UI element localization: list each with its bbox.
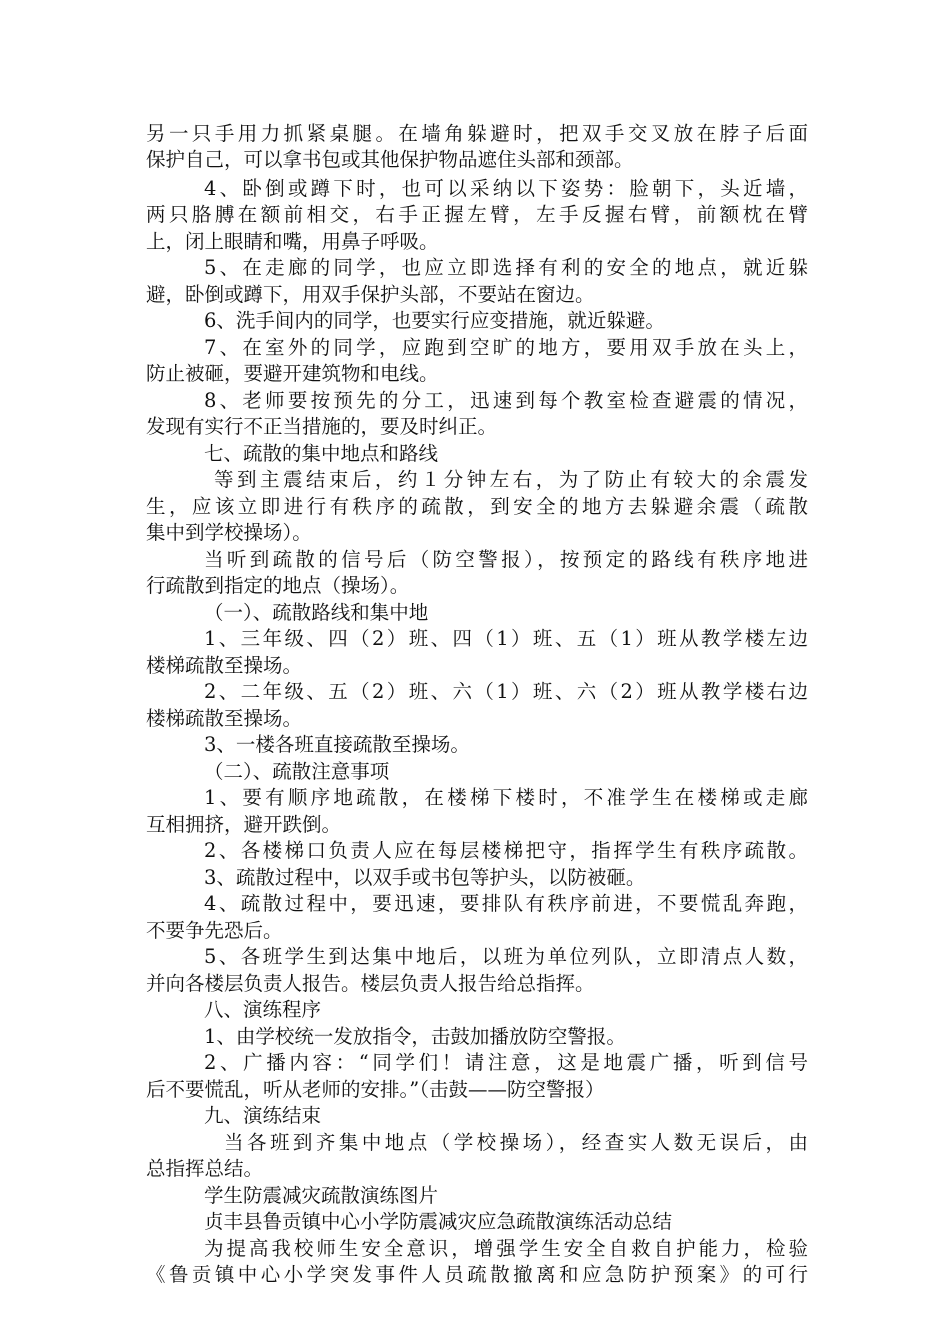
text-line: 上，闭上眼睛和嘴，用鼻子呼吸。 bbox=[146, 230, 439, 253]
text-line: 发现有实行不正当措施的，要及时纠正。 bbox=[146, 415, 498, 438]
document-subtitle: 贞丰县鲁贡镇中心小学防震减灾应急疏散演练活动总结 bbox=[204, 1210, 673, 1233]
text-line: 为提高我校师生安全意识，增强学生安全自救自护能力，检验 bbox=[204, 1237, 808, 1260]
text-line: 2、各楼梯口负责人应在每层楼梯把守，指挥学生有秩序疏散。 bbox=[204, 839, 808, 862]
text-line: 楼梯疏散至操场。 bbox=[146, 707, 303, 730]
text-line: 互相拥挤，避开跌倒。 bbox=[146, 813, 342, 836]
section-heading: 七、疏散的集中地点和路线 bbox=[204, 442, 439, 465]
text-line: 《鲁贡镇中心小学突发事件人员疏散撤离和应急防护预案》的可行 bbox=[146, 1263, 808, 1286]
text-line: 并向各楼层负责人报告。楼层负责人报告给总指挥。 bbox=[146, 972, 595, 995]
text-line: 两只胳膊在额前相交，右手正握左臂，左手反握右臂，前额枕在臂 bbox=[146, 203, 808, 226]
text-line: 当听到疏散的信号后（防空警报），按预定的路线有秩序地进 bbox=[204, 548, 808, 571]
text-line: 1、要有顺序地疏散，在楼梯下楼时，不准学生在楼梯或走廊 bbox=[204, 786, 808, 809]
text-line: 集中到学校操场）。 bbox=[146, 521, 312, 544]
text-line: 当各班到齐集中地点（学校操场），经查实人数无误后，由 bbox=[224, 1131, 808, 1154]
text-line: 不要争先恐后。 bbox=[146, 919, 283, 942]
text-line: 8、老师要按预先的分工，迅速到每个教室检查避震的情况， bbox=[204, 389, 808, 412]
text-line: 总指挥总结。 bbox=[146, 1157, 264, 1180]
text-line: 1、三年级、四（2）班、四（1）班、五（1）班从教学楼左边 bbox=[204, 627, 808, 650]
text-line: 防止被砸，要避开建筑物和电线。 bbox=[146, 362, 439, 385]
text-line: 生，应该立即进行有秩序的疏散，到安全的地方去躲避余震（疏散 bbox=[146, 495, 808, 518]
text-line: 行疏散到指定的地点（操场）。 bbox=[146, 574, 410, 597]
text-line: 保护自己，可以拿书包或其他保护物品遮住头部和颈部。 bbox=[146, 148, 634, 171]
text-line: 避，卧倒或蹲下，用双手保护头部，不要站在窗边。 bbox=[146, 283, 595, 306]
section-heading: 八、演练程序 bbox=[204, 998, 322, 1021]
section-heading: 九、演练结束 bbox=[204, 1104, 322, 1127]
text-line: 2、二年级、五（2）班、六（1）班、六（2）班从教学楼右边 bbox=[204, 680, 808, 703]
text-line: 7、在室外的同学，应跑到空旷的地方，要用双手放在头上， bbox=[204, 336, 808, 359]
subsection-heading: （二）、疏散注意事项 bbox=[204, 760, 390, 783]
text-line: 另一只手用力抓紧桌腿。在墙角躲避时，把双手交叉放在脖子后面 bbox=[146, 122, 808, 145]
text-line: 楼梯疏散至操场。 bbox=[146, 654, 303, 677]
text-line: 5、各班学生到达集中地后，以班为单位列队，立即清点人数， bbox=[204, 945, 808, 968]
text-line: 5、在走廊的同学，也应立即选择有利的安全的地点，就近躲 bbox=[204, 256, 808, 279]
text-line: 4、卧倒或蹲下时，也可以采纳以下姿势：脸朝下，头近墙， bbox=[204, 177, 808, 200]
text-line: 后不要慌乱，听从老师的安排。”（击鼓——防空警报） bbox=[146, 1078, 605, 1101]
subsection-heading: （一）、疏散路线和集中地 bbox=[204, 601, 429, 624]
text-line: 4、疏散过程中，要迅速，要排队有秩序前进，不要慌乱奔跑， bbox=[204, 892, 808, 915]
text-line: 3、疏散过程中，以双手或书包等护头，以防被砸。 bbox=[204, 866, 646, 889]
text-line: 6、洗手间内的同学，也要实行应变措施，就近躲避。 bbox=[204, 309, 665, 332]
text-line: 3、一楼各班直接疏散至操场。 bbox=[204, 733, 470, 756]
text-line: 等到主震结束后，约１分钟左右，为了防止有较大的余震发 bbox=[214, 468, 808, 491]
text-line: 1、由学校统一发放指令，击鼓加播放防空警报。 bbox=[204, 1025, 626, 1048]
text-line: 2、广播内容：“同学们！请注意，这是地震广播，听到信号 bbox=[204, 1051, 808, 1074]
text-line: 学生防震减灾疏散演练图片 bbox=[204, 1184, 439, 1207]
